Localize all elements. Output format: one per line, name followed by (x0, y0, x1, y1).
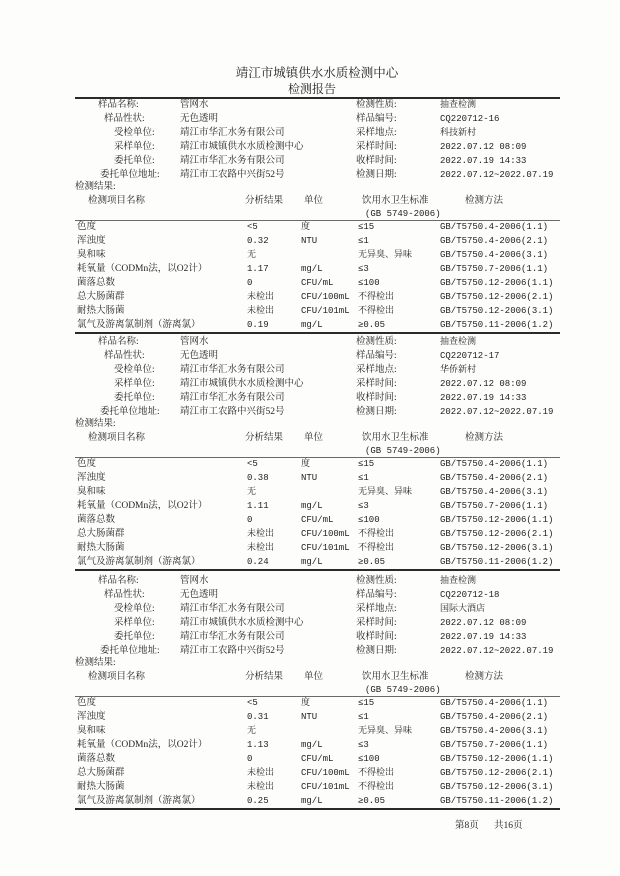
unit: 度 (301, 459, 311, 469)
result-row (0, 710, 620, 724)
sampling-unit-value: 靖江市城镇供水水质检测中心 (180, 618, 304, 628)
test-method: GB/T5750.12-2006(1.1) (440, 515, 554, 525)
item-name: 色度 (77, 698, 97, 708)
info-row (0, 630, 620, 644)
info-row (0, 112, 620, 126)
inspected-unit-value: 靖江市华汇水务有限公司 (180, 365, 285, 375)
commissioning-address-label: 委托单位地址: (100, 646, 160, 656)
column-header-standard-code: (GB 5749-2006) (365, 685, 441, 695)
result-row (0, 513, 620, 527)
test-date-label: 检测日期: (356, 646, 397, 656)
column-header-standard: 饮用水卫生标准 (362, 672, 429, 682)
inspected-unit-label: 受检单位: (114, 604, 155, 614)
analysis-result: 0.31 (247, 712, 269, 722)
sampling-unit-label: 采样单位: (114, 379, 155, 389)
test-nature-label: 检测性质: (356, 337, 397, 347)
test-method: GB/T5750.11-2006(1.2) (440, 320, 554, 330)
sample-appearance-label: 样品性状: (104, 351, 145, 361)
info-row (0, 574, 620, 588)
analysis-result: 0 (247, 754, 253, 764)
column-header-standard: 饮用水卫生标准 (362, 433, 429, 443)
receiving-time-label: 收样时间: (356, 632, 397, 642)
column-header-standard-code: (GB 5749-2006) (365, 209, 441, 219)
item-name: 臭和味 (77, 487, 106, 497)
analysis-result: 1.11 (247, 501, 269, 511)
standard-limit: ≤3 (358, 501, 369, 511)
unit: CFU/mL (301, 754, 334, 764)
analysis-result: 0 (247, 515, 253, 525)
analysis-result: <5 (247, 459, 258, 469)
standard-limit: ≤1 (358, 473, 369, 483)
column-header-unit: 单位 (304, 433, 324, 443)
item-name: 氯气及游离氯制剂（游离氯） (77, 557, 201, 567)
test-date-value: 2022.07.12~2022.07.19 (440, 407, 554, 417)
sample-appearance-label: 样品性状: (104, 114, 145, 124)
sampling-location-value: 华侨新村 (440, 365, 477, 375)
item-name: 浑浊度 (77, 473, 106, 483)
commissioning-unit-value: 靖江市华汇水务有限公司 (180, 156, 285, 166)
standard-limit: ≥0.05 (358, 557, 386, 567)
sample-number-label: 样品编号: (356, 590, 397, 600)
results-label: 检测结果: (75, 419, 116, 429)
result-row (0, 318, 620, 332)
result-row (0, 499, 620, 513)
table-header-line-2 (0, 207, 620, 221)
receiving-time-label: 收样时间: (356, 156, 397, 166)
result-row (0, 457, 620, 471)
column-header-item: 检测项目名称 (88, 196, 146, 206)
analysis-result: 无 (247, 726, 257, 736)
result-row (0, 262, 620, 276)
standard-limit: 不得检出 (358, 543, 395, 553)
standard-limit: ≤15 (358, 459, 375, 469)
column-header-item: 检测项目名称 (88, 672, 146, 682)
unit: 度 (301, 698, 311, 708)
info-row (0, 98, 620, 112)
analysis-result: 未检出 (247, 543, 275, 553)
test-nature-label: 检测性质: (356, 100, 397, 110)
results-label: 检测结果: (75, 182, 116, 192)
analysis-result: <5 (247, 698, 258, 708)
unit: CFU/101mL (301, 782, 350, 792)
result-row (0, 724, 620, 738)
section-divider (75, 332, 560, 334)
analysis-result: 0.32 (247, 236, 269, 246)
column-header-unit: 单位 (304, 196, 324, 206)
result-row (0, 541, 620, 555)
item-name: 耗氧量（CODMn法，以O2计） (77, 501, 208, 511)
standard-limit: 不得检出 (358, 306, 395, 316)
test-method: GB/T5750.4-2006(2.1) (440, 712, 549, 722)
table-header (0, 194, 620, 208)
item-name: 耗氧量（CODMn法，以O2计） (77, 264, 208, 274)
result-row (0, 234, 620, 248)
result-row (0, 471, 620, 485)
sample-appearance-value: 无色透明 (180, 351, 219, 361)
commissioning-unit-label: 委托单位: (114, 632, 155, 642)
commissioning-address-value: 靖江市工农路中兴街52号 (180, 170, 285, 180)
unit: mg/L (301, 264, 323, 274)
commissioning-unit-label: 委托单位: (114, 393, 155, 403)
unit: mg/L (301, 557, 323, 567)
test-method: GB/T5750.7-2006(1.1) (440, 501, 549, 511)
test-date-label: 检测日期: (356, 407, 397, 417)
item-name: 菌落总数 (77, 754, 116, 764)
test-date-label: 检测日期: (356, 170, 397, 180)
sample-section (0, 335, 620, 575)
commissioning-unit-value: 靖江市华汇水务有限公司 (180, 393, 285, 403)
sample-appearance-label: 样品性状: (104, 590, 145, 600)
analysis-result: 未检出 (247, 768, 275, 778)
unit: 度 (301, 222, 311, 232)
test-method: GB/T5750.12-2006(1.1) (440, 754, 554, 764)
unit: CFU/mL (301, 515, 334, 525)
standard-limit: ≤3 (358, 740, 369, 750)
test-method: GB/T5750.12-2006(2.1) (440, 529, 554, 539)
test-method: GB/T5750.12-2006(2.1) (440, 292, 554, 302)
test-method: GB/T5750.4-2006(3.1) (440, 250, 549, 260)
receiving-time-label: 收样时间: (356, 393, 397, 403)
info-row (0, 140, 620, 154)
commissioning-address-label: 委托单位地址: (100, 170, 160, 180)
test-method: GB/T5750.11-2006(1.2) (440, 796, 554, 806)
sample-section (0, 98, 620, 338)
item-name: 浑浊度 (77, 712, 106, 722)
result-row (0, 304, 620, 318)
info-row (0, 349, 620, 363)
unit: NTU (301, 473, 318, 483)
item-name: 耐热大肠菌 (77, 543, 125, 553)
item-name: 色度 (77, 222, 97, 232)
result-row (0, 220, 620, 234)
result-row (0, 527, 620, 541)
test-method: GB/T5750.4-2006(2.1) (440, 473, 549, 483)
unit: CFU/100mL (301, 292, 350, 302)
item-name: 耐热大肠菌 (77, 782, 125, 792)
section-divider (75, 569, 560, 571)
item-name: 耗氧量（CODMn法，以O2计） (77, 740, 208, 750)
page-title: 靖江市城镇供水水质检测中心 (235, 66, 399, 80)
sampling-location-value: 科技新村 (440, 128, 477, 138)
item-name: 氯气及游离氯制剂（游离氯） (77, 796, 201, 806)
standard-limit: ≤100 (358, 754, 380, 764)
analysis-result: 0.25 (247, 796, 269, 806)
info-row (0, 377, 620, 391)
info-row (0, 154, 620, 168)
standard-limit: 无异臭、异味 (358, 250, 413, 260)
item-name: 臭和味 (77, 726, 106, 736)
results-heading (0, 656, 620, 670)
analysis-result: 未检出 (247, 306, 275, 316)
results-heading (0, 180, 620, 194)
item-name: 菌落总数 (77, 278, 116, 288)
test-method: GB/T5750.4-2006(1.1) (440, 698, 549, 708)
info-row (0, 126, 620, 140)
result-row (0, 485, 620, 499)
column-header-standard-code: (GB 5749-2006) (365, 446, 441, 456)
column-header-result: 分析结果 (245, 672, 284, 682)
analysis-result: 0.38 (247, 473, 269, 483)
item-name: 总大肠菌群 (77, 292, 125, 302)
receiving-time-value: 2022.07.19 14:33 (440, 156, 527, 166)
result-row (0, 752, 620, 766)
sample-name-value: 管网水 (180, 100, 209, 110)
unit: mg/L (301, 501, 323, 511)
column-header-unit: 单位 (304, 672, 324, 682)
sample-number-value: CQ220712-17 (440, 351, 500, 361)
analysis-result: 0.24 (247, 557, 269, 567)
info-row (0, 588, 620, 602)
test-method: GB/T5750.4-2006(2.1) (440, 236, 549, 246)
commissioning-address-label: 委托单位地址: (100, 407, 160, 417)
table-header (0, 431, 620, 445)
test-nature-value: 抽查检测 (440, 576, 477, 586)
result-row (0, 696, 620, 710)
standard-limit: 不得检出 (358, 768, 395, 778)
column-header-result: 分析结果 (245, 433, 284, 443)
analysis-result: 无 (247, 250, 257, 260)
test-method: GB/T5750.4-2006(3.1) (440, 726, 549, 736)
analysis-result: 0.19 (247, 320, 269, 330)
item-name: 浑浊度 (77, 236, 106, 246)
result-row (0, 555, 620, 569)
standard-limit: 不得检出 (358, 292, 395, 302)
standard-limit: ≤1 (358, 712, 369, 722)
analysis-result: 1.13 (247, 740, 269, 750)
info-row (0, 616, 620, 630)
item-name: 臭和味 (77, 250, 106, 260)
test-nature-value: 抽查检测 (440, 100, 477, 110)
column-header-method: 检测方法 (465, 433, 504, 443)
analysis-result: 无 (247, 487, 257, 497)
sample-name-label: 样品名称: (98, 576, 139, 586)
receiving-time-value: 2022.07.19 14:33 (440, 632, 527, 642)
sample-number-label: 样品编号: (356, 351, 397, 361)
table-header-line-2 (0, 444, 620, 458)
sampling-location-label: 采样地点: (356, 365, 397, 375)
sampling-unit-value: 靖江市城镇供水水质检测中心 (180, 379, 304, 389)
column-header-standard: 饮用水卫生标准 (362, 196, 429, 206)
unit: NTU (301, 236, 318, 246)
test-method: GB/T5750.4-2006(1.1) (440, 222, 549, 232)
sampling-location-label: 采样地点: (356, 128, 397, 138)
sample-name-value: 管网水 (180, 337, 209, 347)
info-row (0, 335, 620, 349)
result-row (0, 766, 620, 780)
item-name: 菌落总数 (77, 515, 116, 525)
unit: mg/L (301, 740, 323, 750)
analysis-result: 1.17 (247, 264, 269, 274)
sampling-time-label: 采样时间: (356, 379, 397, 389)
sampling-location-label: 采样地点: (356, 604, 397, 614)
table-header (0, 670, 620, 684)
standard-limit: ≤100 (358, 515, 380, 525)
standard-limit: 无异臭、异味 (358, 487, 413, 497)
receiving-time-value: 2022.07.19 14:33 (440, 393, 527, 403)
test-nature-value: 抽查检测 (440, 337, 477, 347)
sample-name-label: 样品名称: (98, 337, 139, 347)
sample-name-value: 管网水 (180, 576, 209, 586)
sample-number-value: CQ220712-18 (440, 590, 500, 600)
test-method: GB/T5750.12-2006(3.1) (440, 543, 554, 553)
standard-limit: 不得检出 (358, 529, 395, 539)
result-row (0, 248, 620, 262)
sample-number-label: 样品编号: (356, 114, 397, 124)
standard-limit: ≤15 (358, 222, 375, 232)
sampling-unit-label: 采样单位: (114, 142, 155, 152)
sampling-time-value: 2022.07.12 08:09 (440, 142, 527, 152)
sample-name-label: 样品名称: (98, 100, 139, 110)
column-header-method: 检测方法 (465, 672, 504, 682)
test-method: GB/T5750.12-2006(1.1) (440, 278, 554, 288)
result-row (0, 290, 620, 304)
result-row (0, 738, 620, 752)
unit: mg/L (301, 796, 323, 806)
test-method: GB/T5750.7-2006(1.1) (440, 264, 549, 274)
sample-appearance-value: 无色透明 (180, 590, 219, 600)
standard-limit: ≥0.05 (358, 320, 386, 330)
sample-number-value: CQ220712-16 (440, 114, 500, 124)
analysis-result: 未检出 (247, 292, 275, 302)
sampling-time-label: 采样时间: (356, 618, 397, 628)
analysis-result: 未检出 (247, 782, 275, 792)
standard-limit: ≤3 (358, 264, 369, 274)
test-method: GB/T5750.12-2006(2.1) (440, 768, 554, 778)
analysis-result: <5 (247, 222, 258, 232)
item-name: 色度 (77, 459, 97, 469)
item-name: 总大肠菌群 (77, 529, 125, 539)
page-number: 第8页 (455, 821, 479, 831)
test-nature-label: 检测性质: (356, 576, 397, 586)
column-header-method: 检测方法 (465, 196, 504, 206)
unit: CFU/mL (301, 278, 334, 288)
report-subtitle: 检测报告 (287, 82, 336, 96)
test-method: GB/T5750.4-2006(3.1) (440, 487, 549, 497)
sampling-location-value: 国际大酒店 (440, 604, 486, 614)
info-row (0, 391, 620, 405)
item-name: 总大肠菌群 (77, 768, 125, 778)
commissioning-address-value: 靖江市工农路中兴街52号 (180, 407, 285, 417)
result-row (0, 794, 620, 808)
standard-limit: 不得检出 (358, 782, 395, 792)
table-header-line-2 (0, 683, 620, 697)
test-method: GB/T5750.12-2006(3.1) (440, 782, 554, 792)
standard-limit: ≤100 (358, 278, 380, 288)
test-date-value: 2022.07.12~2022.07.19 (440, 646, 554, 656)
section-divider (75, 808, 560, 810)
test-method: GB/T5750.7-2006(1.1) (440, 740, 549, 750)
item-name: 耐热大肠菌 (77, 306, 125, 316)
commissioning-address-value: 靖江市工农路中兴街52号 (180, 646, 285, 656)
test-method: GB/T5750.12-2006(3.1) (440, 306, 554, 316)
sampling-time-value: 2022.07.12 08:09 (440, 618, 527, 628)
unit: NTU (301, 712, 318, 722)
unit: CFU/101mL (301, 543, 350, 553)
info-row (0, 363, 620, 377)
test-method: GB/T5750.11-2006(1.2) (440, 557, 554, 567)
standard-limit: ≤1 (358, 236, 369, 246)
commissioning-unit-label: 委托单位: (114, 156, 155, 166)
standard-limit: 无异臭、异味 (358, 726, 413, 736)
inspected-unit-label: 受检单位: (114, 128, 155, 138)
inspected-unit-value: 靖江市华汇水务有限公司 (180, 128, 285, 138)
sampling-time-value: 2022.07.12 08:09 (440, 379, 527, 389)
sampling-unit-value: 靖江市城镇供水水质检测中心 (180, 142, 304, 152)
test-method: GB/T5750.4-2006(1.1) (440, 459, 549, 469)
column-header-item: 检测项目名称 (88, 433, 146, 443)
results-heading (0, 417, 620, 431)
unit: mg/L (301, 320, 323, 330)
result-row (0, 276, 620, 290)
result-row (0, 780, 620, 794)
analysis-result: 0 (247, 278, 253, 288)
page-total: 共16页 (494, 821, 523, 831)
sampling-time-label: 采样时间: (356, 142, 397, 152)
sampling-unit-label: 采样单位: (114, 618, 155, 628)
test-date-value: 2022.07.12~2022.07.19 (440, 170, 554, 180)
column-header-result: 分析结果 (245, 196, 284, 206)
unit: CFU/100mL (301, 529, 350, 539)
unit: CFU/100mL (301, 768, 350, 778)
unit: CFU/101mL (301, 306, 350, 316)
standard-limit: ≥0.05 (358, 796, 386, 806)
commissioning-unit-value: 靖江市华汇水务有限公司 (180, 632, 285, 642)
sample-appearance-value: 无色透明 (180, 114, 219, 124)
info-row (0, 602, 620, 616)
analysis-result: 未检出 (247, 529, 275, 539)
inspected-unit-value: 靖江市华汇水务有限公司 (180, 604, 285, 614)
inspected-unit-label: 受检单位: (114, 365, 155, 375)
item-name: 氯气及游离氯制剂（游离氯） (77, 320, 201, 330)
sample-section (0, 574, 620, 814)
standard-limit: ≤15 (358, 698, 375, 708)
results-label: 检测结果: (75, 658, 116, 668)
